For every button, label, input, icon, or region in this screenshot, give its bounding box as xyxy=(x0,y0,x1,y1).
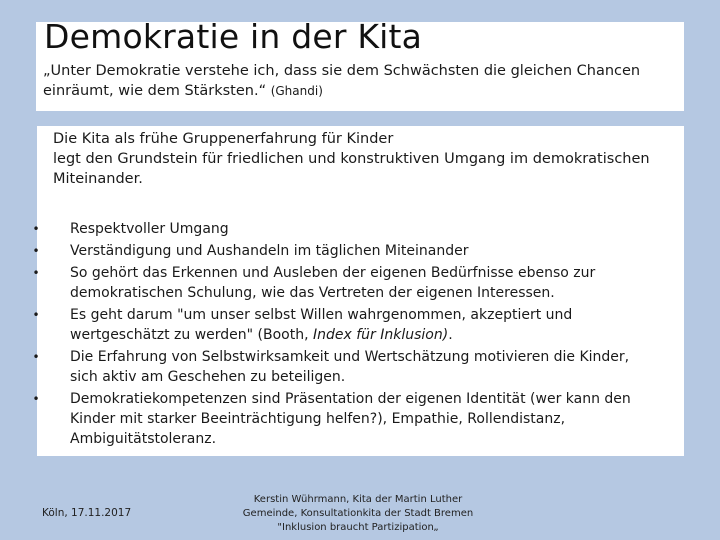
quote-author: (Ghandi) xyxy=(270,84,323,98)
list-item-text: Respektvoller Umgang xyxy=(70,221,229,237)
list-item-text-end: . xyxy=(448,327,453,343)
list-item-text: Es geht darum "um unser selbst Willen wahrgenommen, akzeptiert und wertgeschätzt zu werden" (Booth, xyxy=(70,307,573,343)
title-box xyxy=(36,17,684,111)
bullet-list xyxy=(32,219,677,451)
list-item-text: So gehört das Erkennen und Ausleben der eigenen Bedürfnisse ebenso zur demokratischen Schulung, wie das Vertreten der eigenen Interessen. xyxy=(70,265,596,301)
content-box xyxy=(32,126,684,456)
list-item xyxy=(32,389,645,449)
list-item-text: Demokratiekompetenzen sind Präsentation der eigenen Identität (wer kann den Kinder mit starker Beeinträchtigung helfen?), Empathie, Rollendistanz, Ambiguitätstoleranz. xyxy=(70,391,631,447)
intro-text xyxy=(53,129,673,189)
bullet-icon: • xyxy=(32,308,40,322)
list-item-text: Verständigung und Aushandeln im täglichen Miteinander xyxy=(70,243,469,259)
list-item xyxy=(32,305,645,345)
list-item xyxy=(32,263,645,303)
list-item xyxy=(32,241,645,261)
bullet-icon: • xyxy=(32,350,40,364)
intro-line-2: legt den Grundstein für friedlichen und konstruktiven Umgang im demokratischen xyxy=(53,151,650,167)
quote xyxy=(43,61,663,101)
slide-title: Demokratie in der Kita xyxy=(44,17,423,56)
footer-date: Köln, 17.11.2017 xyxy=(42,507,132,519)
footer-author: Kerstin Wührmann, Kita der Martin Luther Gemeinde, Konsultationkita der Stadt Bremen "Inklusion braucht Partizipation„ xyxy=(242,494,474,533)
bullet-icon: • xyxy=(32,222,40,236)
bullet-icon: • xyxy=(32,392,40,406)
list-item-text: Die Erfahrung von Selbstwirksamkeit und Wertschätzung motivieren die Kinder, sich aktiv am Geschehen zu beteiligen. xyxy=(70,349,630,385)
bullet-icon: • xyxy=(32,244,40,258)
quote-text: „Unter Demokratie verstehe ich, dass sie dem Schwächsten die gleichen Chancen einräumt, wie dem Stärksten.“ xyxy=(43,63,641,99)
intro-line-3: Miteinander. xyxy=(53,171,143,187)
bullet-icon: • xyxy=(32,266,40,280)
list-item xyxy=(32,219,645,239)
list-item-italic: Index für Inklusion) xyxy=(313,327,449,343)
list-item xyxy=(32,347,645,387)
intro-line-1: Die Kita als frühe Gruppenerfahrung für Kinder xyxy=(53,131,394,147)
